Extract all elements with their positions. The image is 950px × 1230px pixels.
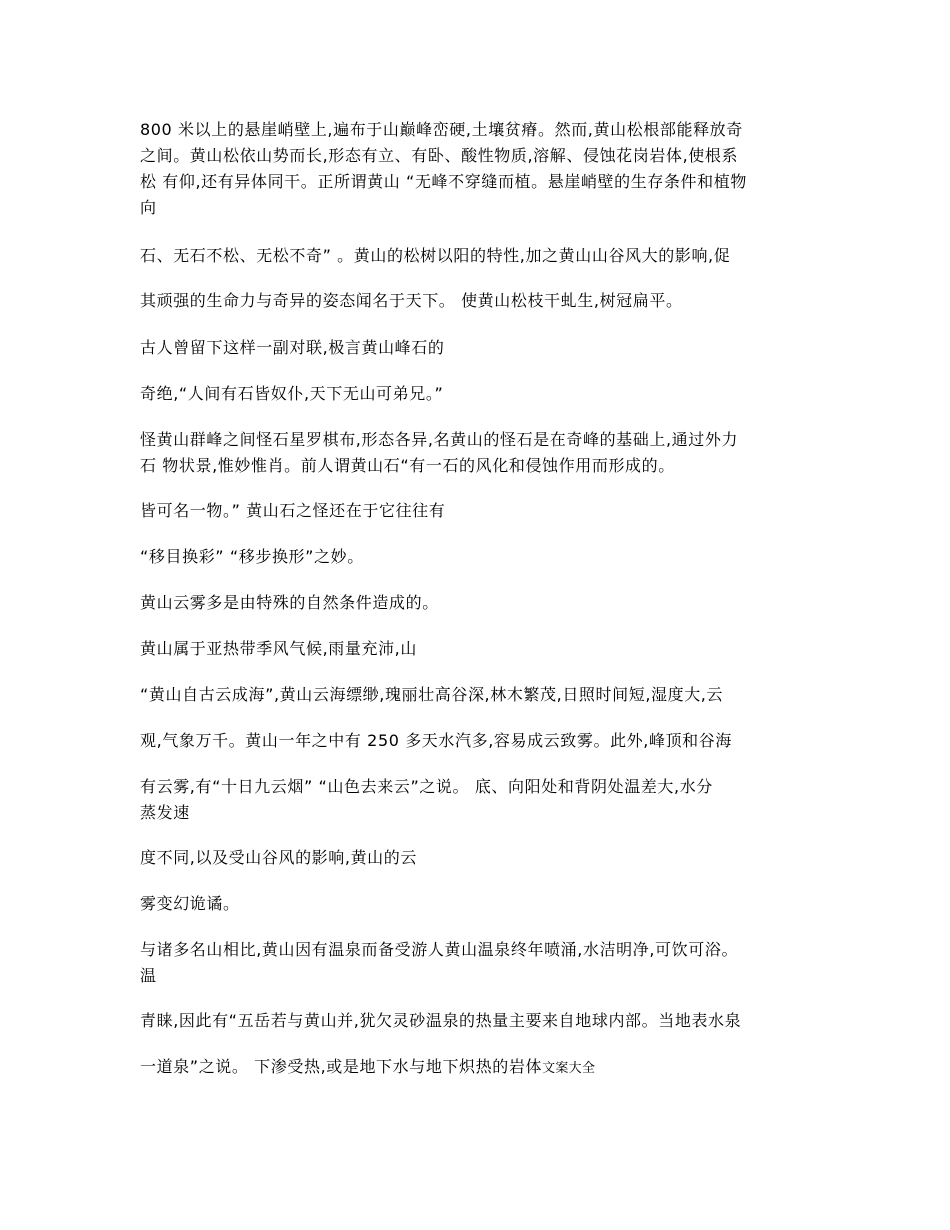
text-line: 黄山云雾多是由特殊的自然条件造成的。 [140,593,439,612]
text-line-main: 一道泉”之说。 下渗受热,或是地下水与地下炽热的岩体 [140,1057,543,1076]
text-line: 度不同,以及受山谷风的影响,黄山的云 [140,848,417,867]
text-line: 蒸发速 [140,803,190,822]
text-line: 温 [140,966,157,985]
text-line: 之间。黄山松依山势而长,形态有立、有卧、酸性物质,溶解、侵蚀花岗岩体,使根系 [140,146,739,165]
text-line: “黄山自古云成海”,黄山云海缥缈,瑰丽壮高谷深,林木繁茂,日照时间短,湿度大,云 [140,685,724,704]
text-line: 与诸多名山相比,黄山因有温泉而备受游人黄山温泉终年喷涌,水洁明净,可饮可浴。 [140,940,739,959]
text-line: 观,气象万千。黄山一年之中有 250 多天水汽多,容易成云致雾。此外,峰顶和谷海 [140,731,732,750]
paragraph-fog-changes [140,891,820,917]
text-line: 古人曾留下这样一副对联,极言黄山峰石的 [140,338,445,357]
paragraph-climate [140,636,820,662]
paragraph-no-pine-no-stone [140,243,820,269]
text-line: 石 物状景,惟妙惟肖。前人谓黄山石“有一石的风化和侵蚀作用而形成的。 [140,456,675,475]
text-line: 雾变幻诡谲。 [140,894,240,913]
text-line: 石、无石不松、无松不奇” 。黄山的松树以阳的特性,加之黄山山谷风大的影响,促 [140,246,731,265]
footer-watermark-text: 文案大全 [542,1061,596,1076]
text-line: 松 有仰,还有异体同干。正所谓黄山 “无峰不穿缝而植。悬崖峭壁的生存条件和植物 [140,172,747,191]
paragraph-strange-rocks [140,427,820,479]
text-line: 其顽强的生命力与奇异的姿态闻名于天下。 使黄山松枝干虬生,树冠扁平。 [140,291,683,310]
text-line: 皆可名一物。” 黄山石之怪还在于它往往有 [140,501,446,520]
text-line: 怪黄山群峰之间怪石星罗棋布,形态各异,名黄山的怪石是在奇峰的基础上,通过外力 [140,430,739,449]
paragraph-hot-springs [140,937,820,989]
paragraph-tenacious-life [140,288,820,314]
text-line: 黄山属于亚热带季风气候,雨量充沛,山 [140,639,417,658]
text-line: 向 [140,198,157,217]
paragraph-spring-saying [140,1054,820,1082]
paragraph-pine-habitat [140,117,820,221]
paragraph-spring-heat [140,1008,820,1034]
paragraph-rock-naming [140,498,820,524]
text-line: 有云雾,有“十日九云烟” “山色去来云”之说。 底、向阳处和背阴处温差大,水分 [140,777,713,796]
text-line: 青睐,因此有“五岳若与黄山并,犹欠灵砂温泉的热量主要来自地球内部。当地表水泉 [140,1011,742,1030]
text-line [140,1054,820,1082]
paragraph-couplet-intro [140,335,820,361]
paragraph-fog-days [140,728,820,754]
text-line: 800 米以上的悬崖峭壁上,遍布于山巅峰峦硬,土壤贫瘠。然而,黄山松根部能释放奇 [140,120,743,139]
text-line: “移目换彩” “移步换形”之妙。 [140,547,364,566]
paragraph-couplet [140,381,820,407]
paragraph-cloud-causes [140,590,820,616]
text-line: 奇绝,“人间有石皆奴仆,天下无山可弟兄。” [140,384,444,403]
paragraph-cloud-sea [140,682,820,708]
paragraph-changing-views [140,544,820,570]
paragraph-valley-wind [140,845,820,871]
paragraph-cloud-sayings [140,774,820,826]
